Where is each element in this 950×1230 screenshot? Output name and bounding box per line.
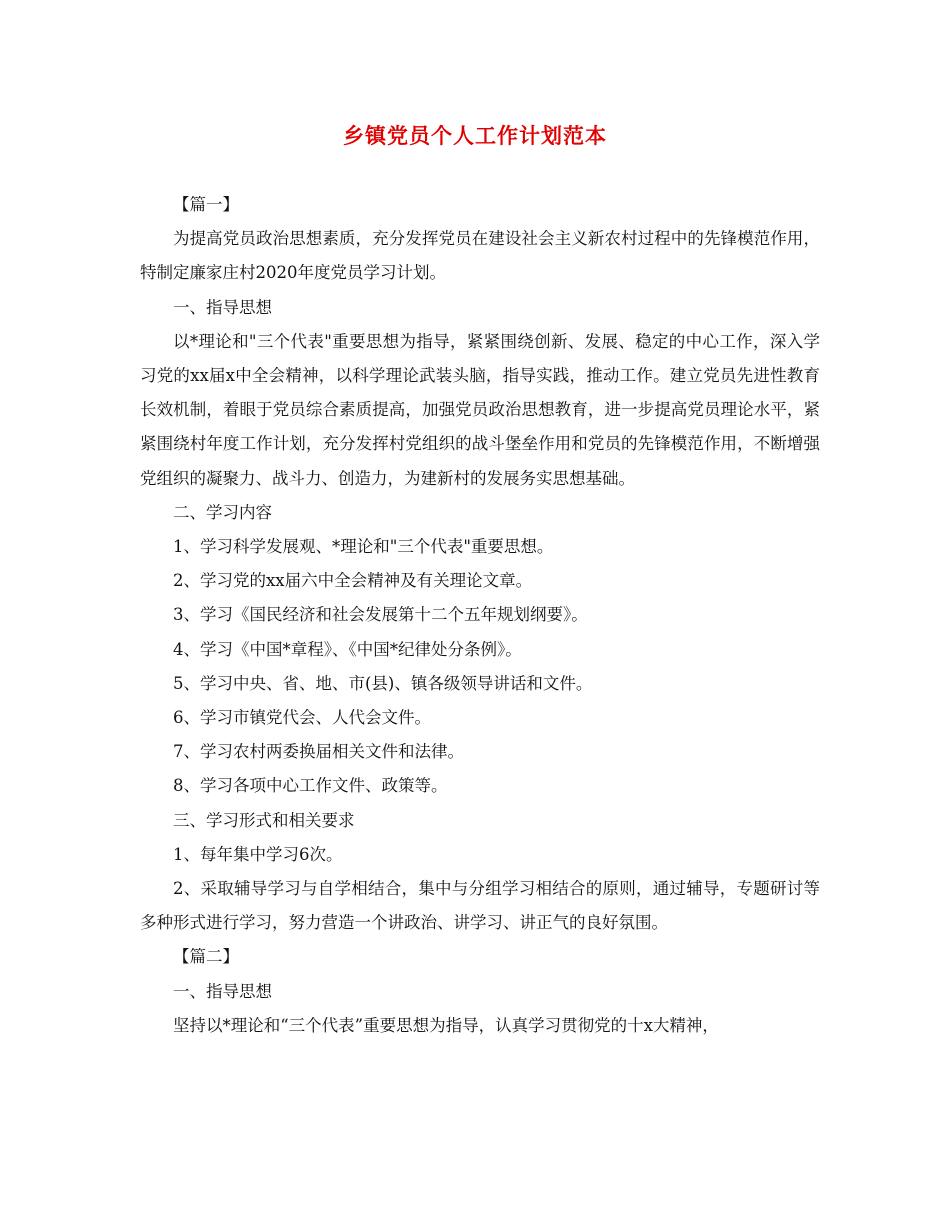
section-heading-guiding-thought-2: 一、指导思想	[173, 981, 272, 1001]
study-item-4: 4、学习《中国*章程》、《中国*纪律处分条例》。	[173, 639, 522, 659]
intro-paragraph: 为提高党员政治思想素质，充分发挥党员在建设社会主义新农村过程中的先锋模范作用，特制定廉家庄村2020年度党员学习计划。	[140, 229, 820, 283]
study-item-2: 2、学习党的xx届六中全会精神及有关理论文章。	[173, 571, 533, 591]
section-heading-study-format: 三、学习形式和相关要求	[173, 810, 355, 830]
study-item-7: 7、学习农村两委换届相关文件和法律。	[173, 742, 464, 762]
section-heading-guiding-thought: 一、指导思想	[173, 297, 272, 317]
section-marker-part-one: 【篇一】	[173, 195, 239, 214]
section-heading-study-content: 二、学习内容	[173, 502, 272, 522]
study-item-6: 6、学习市镇党代会、人代会文件。	[173, 708, 431, 728]
guiding-thought-paragraph: 以*理论和"三个代表"重要思想为指导，紧紧围绕创新、发展、稳定的中心工作，深入学习党的xx届x中全会精神，以科学理论武装头脑，指导实践，推动工作。建立党员先进性教育长效机制，着眼于党员综合素质提高，加强党员政治思想教育，进一步提高党员理论水平，紧紧围绕村年度工作计划，充分发挥村党组织的战斗堡垒作用和党员的先锋模范作用，不断增强党组织的凝聚力、战斗力、创造力，为建新村的发展务实思想基础。	[140, 331, 820, 488]
format-item-2: 2、采取辅导学习与自学相结合，集中与分组学习相结合的原则，通过辅导，专题研讨等多种形式进行学习，努力营造一个讲政治、讲学习、讲正气的良好氛围。	[140, 879, 820, 933]
section-marker-part-two: 【篇二】	[173, 947, 239, 967]
guiding-thought-paragraph-2: 坚持以*理论和“三个代表”重要思想为指导，认真学习贯彻党的十x大精神，	[173, 1015, 719, 1035]
study-item-5: 5、学习中央、省、地、市(县)、镇各级领导讲话和文件。	[173, 673, 593, 693]
document-body	[140, 188, 820, 1043]
format-item-1: 1、每年集中学习6次。	[173, 844, 343, 864]
document-title: 乡镇党员个人工作计划范本	[343, 123, 607, 148]
study-item-3: 3、学习《国民经济和社会发展第十二个五年规划纲要》。	[173, 605, 588, 625]
study-item-8: 8、学习各项中心工作文件、政策等。	[173, 776, 448, 796]
study-item-1: 1、学习科学发展观、*理论和"三个代表"重要思想。	[173, 537, 554, 557]
